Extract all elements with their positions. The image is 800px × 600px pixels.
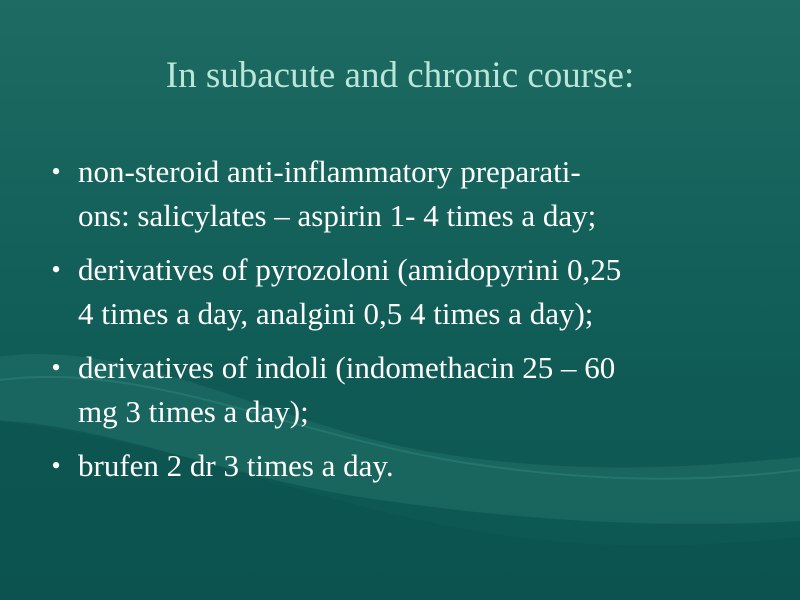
list-item <box>46 150 766 238</box>
bullet-list <box>46 150 766 498</box>
list-item <box>46 248 766 336</box>
list-item-line: non-steroid anti-inflammatory preparati- <box>78 154 581 189</box>
list-item <box>46 346 766 434</box>
bullet-icon: • <box>51 451 61 480</box>
slide-title: In subacute and chronic course: <box>165 55 635 96</box>
list-item-line: brufen 2 dr 3 times a day. <box>78 448 394 483</box>
list-item-line: mg 3 times a day); <box>78 394 309 429</box>
bullet-icon: • <box>51 157 61 186</box>
bullet-icon: • <box>51 353 61 382</box>
list-item-line: derivatives of pyrozoloni (amidopyrini 0,25 <box>78 252 622 287</box>
list-item-line: 4 times a day, analgini 0,5 4 times a day); <box>78 296 594 331</box>
list-item <box>46 444 766 488</box>
list-item-line: derivatives of indoli (indomethacin 25 – 60 <box>78 350 616 385</box>
bullet-icon: • <box>51 255 61 284</box>
list-item-line: ons: salicylates – aspirin 1- 4 times a day; <box>78 198 597 233</box>
